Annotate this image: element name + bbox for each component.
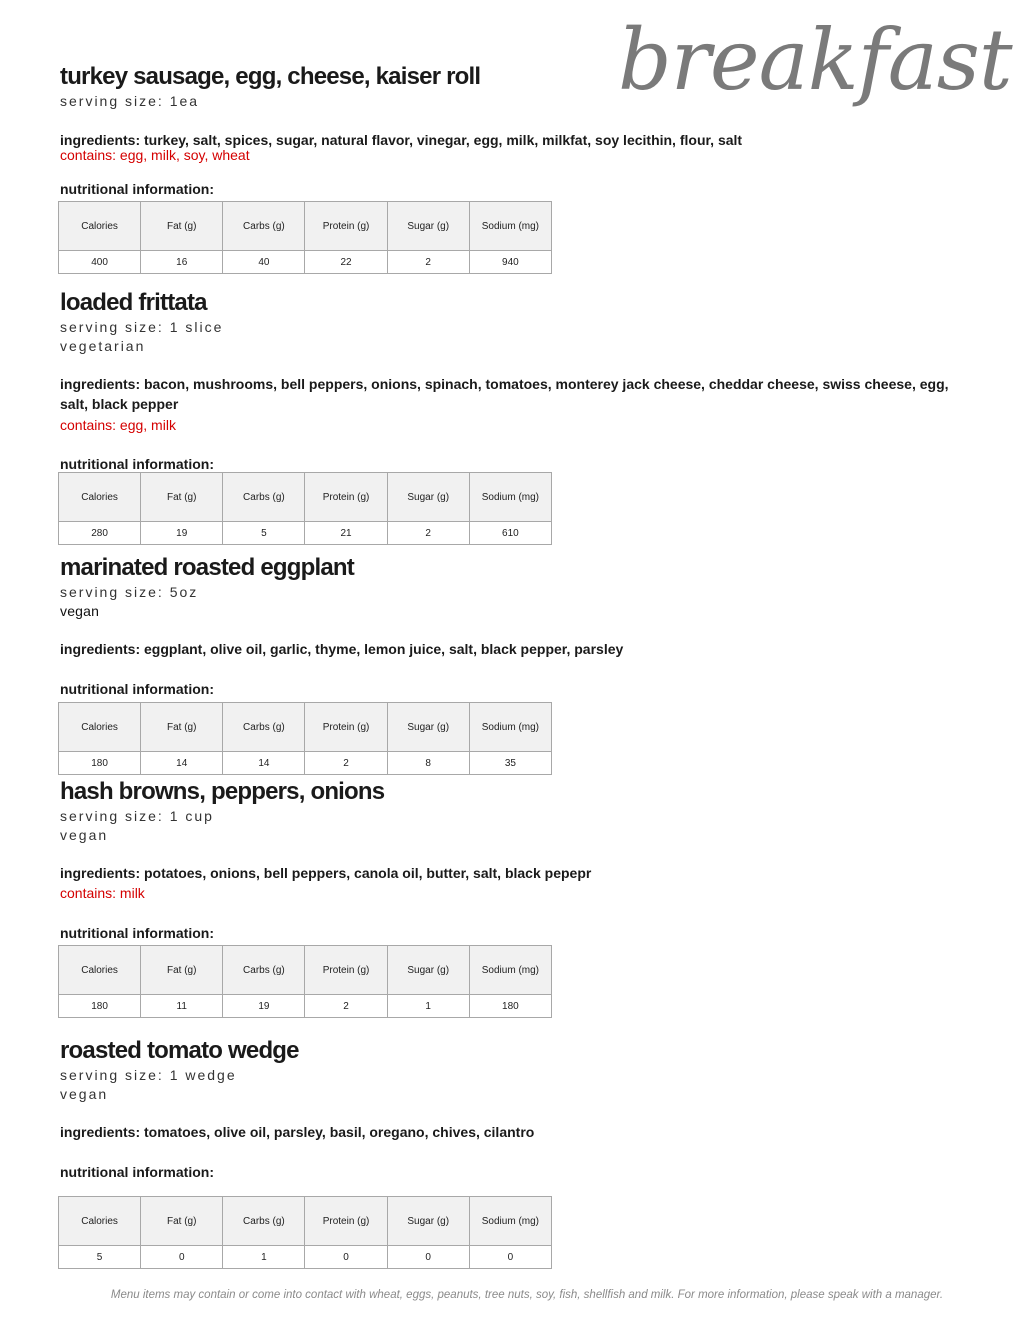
col-protein: Protein (g) (305, 202, 387, 251)
ingredients: ingredients: potatoes, onions, bell peppers, canola oil, butter, salt, black pepepr (60, 865, 592, 881)
col-sugar: Sugar (g) (387, 703, 469, 752)
col-calories: Calories (59, 703, 141, 752)
diet-tag: vegan (60, 603, 100, 619)
nutrition-value-row (59, 995, 552, 1018)
value-protein: 2 (305, 752, 387, 775)
col-calories: Calories (59, 946, 141, 995)
allergen-contains: contains: egg, milk (60, 417, 176, 433)
nutrition-table (58, 945, 552, 1018)
col-calories: Calories (59, 473, 141, 522)
value-sodium: 35 (469, 752, 551, 775)
value-fat: 11 (141, 995, 223, 1018)
nutrition-header-row (59, 202, 552, 251)
col-sodium: Sodium (mg) (469, 473, 551, 522)
diet-tag: vegan (60, 1086, 109, 1102)
col-fat: Fat (g) (141, 473, 223, 522)
value-fat: 16 (141, 251, 223, 274)
menu-item-marinated-eggplant (60, 553, 970, 698)
value-fat: 14 (141, 752, 223, 775)
nutrition-value-row (59, 251, 552, 274)
value-carbs: 40 (223, 251, 305, 274)
value-sodium: 180 (469, 995, 551, 1018)
value-sodium: 0 (469, 1246, 551, 1269)
col-carbs: Carbs (g) (223, 202, 305, 251)
nutrition-label: nutritional information: (60, 181, 214, 197)
col-fat: Fat (g) (141, 1197, 223, 1246)
value-carbs: 5 (223, 522, 305, 545)
value-calories: 280 (59, 522, 141, 545)
nutrition-table (58, 1196, 552, 1269)
col-sodium: Sodium (mg) (469, 703, 551, 752)
nutrition-label: nutritional information: (60, 925, 214, 941)
nutrition-value-row (59, 1246, 552, 1269)
col-sugar: Sugar (g) (387, 1197, 469, 1246)
item-title: turkey sausage, egg, cheese, kaiser roll (60, 63, 481, 90)
value-sugar: 0 (387, 1246, 469, 1269)
col-fat: Fat (g) (141, 703, 223, 752)
value-calories: 5 (59, 1246, 141, 1269)
col-protein: Protein (g) (305, 946, 387, 995)
value-carbs: 1 (223, 1246, 305, 1269)
value-protein: 0 (305, 1246, 387, 1269)
ingredients: ingredients: eggplant, olive oil, garlic, thyme, lemon juice, salt, black pepper, parsley (60, 641, 624, 657)
value-sugar: 8 (387, 752, 469, 775)
value-calories: 180 (59, 995, 141, 1018)
serving-size: serving size: 1 cup (60, 808, 214, 824)
col-carbs: Carbs (g) (223, 1197, 305, 1246)
serving-size: serving size: 1 wedge (60, 1067, 237, 1083)
value-sugar: 1 (387, 995, 469, 1018)
value-calories: 180 (59, 752, 141, 775)
value-calories: 400 (59, 251, 141, 274)
col-sugar: Sugar (g) (387, 202, 469, 251)
value-sugar: 2 (387, 522, 469, 545)
col-carbs: Carbs (g) (223, 473, 305, 522)
nutrition-header-row (59, 703, 552, 752)
nutrition-label: nutritional information: (60, 1164, 214, 1180)
menu-item-loaded-frittata (60, 288, 970, 473)
col-sodium: Sodium (mg) (469, 1197, 551, 1246)
item-title: marinated roasted eggplant (60, 554, 354, 581)
value-fat: 0 (141, 1246, 223, 1269)
ingredients: ingredients: tomatoes, olive oil, parsley, basil, oregano, chives, cilantro (60, 1124, 535, 1140)
serving-size: serving size: 1ea (60, 93, 200, 109)
value-sodium: 610 (469, 522, 551, 545)
value-carbs: 14 (223, 752, 305, 775)
ingredients: ingredients: turkey, salt, spices, sugar, natural flavor, vinegar, egg, milk, milkfat, soy lecithin, flour, salt (60, 132, 743, 148)
value-sodium: 940 (469, 251, 551, 274)
col-protein: Protein (g) (305, 473, 387, 522)
col-sodium: Sodium (mg) (469, 202, 551, 251)
col-calories: Calories (59, 202, 141, 251)
col-fat: Fat (g) (141, 946, 223, 995)
item-title: hash browns, peppers, onions (60, 778, 385, 805)
allergen-contains: contains: milk (60, 885, 145, 901)
value-protein: 2 (305, 995, 387, 1018)
value-fat: 19 (141, 522, 223, 545)
nutrition-label: nutritional information: (60, 456, 214, 472)
nutrition-label: nutritional information: (60, 681, 214, 697)
menu-item-roasted-tomato (60, 1036, 970, 1181)
allergen-disclaimer: Menu items may contain or come into contact with wheat, eggs, peanuts, tree nuts, soy, fish, shellfish and milk. For more information, please speak with a manager. (110, 1289, 944, 1301)
nutrition-header-row (59, 1197, 552, 1246)
item-title: roasted tomato wedge (60, 1037, 299, 1064)
col-sugar: Sugar (g) (387, 946, 469, 995)
item-title: loaded frittata (60, 289, 207, 316)
col-fat: Fat (g) (141, 202, 223, 251)
col-protein: Protein (g) (305, 1197, 387, 1246)
menu-item-hash-browns (60, 777, 970, 942)
diet-tag: vegetarian (60, 338, 146, 354)
nutrition-table (58, 472, 552, 545)
page-heading: breakfast (618, 11, 1012, 109)
serving-size: serving size: 5oz (60, 584, 199, 600)
diet-tag: vegan (60, 827, 109, 843)
allergen-contains: contains: egg, milk, soy, wheat (60, 147, 250, 163)
ingredients: ingredients: bacon, mushrooms, bell peppers, onions, spinach, tomatoes, monterey jack cheese, cheddar cheese, swiss cheese, egg, salt, black pepper (60, 376, 949, 412)
col-carbs: Carbs (g) (223, 703, 305, 752)
value-protein: 22 (305, 251, 387, 274)
menu-item-turkey-sausage (60, 62, 970, 198)
value-sugar: 2 (387, 251, 469, 274)
nutrition-header-row (59, 946, 552, 995)
col-calories: Calories (59, 1197, 141, 1246)
col-protein: Protein (g) (305, 703, 387, 752)
value-protein: 21 (305, 522, 387, 545)
nutrition-header-row (59, 473, 552, 522)
col-carbs: Carbs (g) (223, 946, 305, 995)
nutrition-value-row (59, 752, 552, 775)
col-sugar: Sugar (g) (387, 473, 469, 522)
nutrition-table (58, 702, 552, 775)
nutrition-value-row (59, 522, 552, 545)
value-carbs: 19 (223, 995, 305, 1018)
nutrition-table (58, 201, 552, 274)
col-sodium: Sodium (mg) (469, 946, 551, 995)
serving-size: serving size: 1 slice (60, 319, 224, 335)
